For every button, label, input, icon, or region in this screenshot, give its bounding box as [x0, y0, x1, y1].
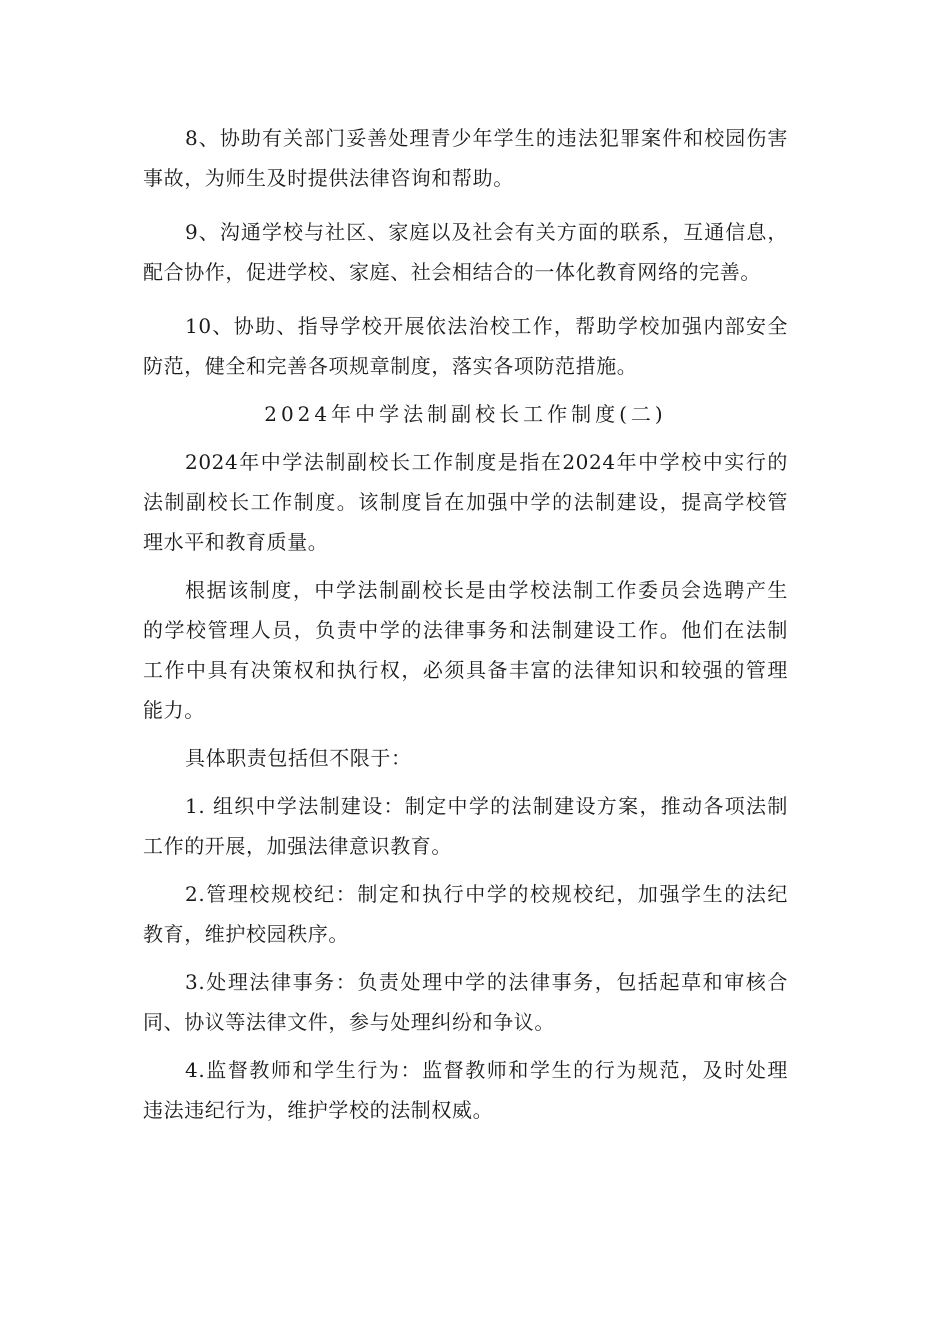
- paragraph-duties-lead: 具体职责包括但不限于：: [185, 746, 412, 770]
- duty-item-4: 4.监督教师和学生行为：监督教师和学生的行为规范，及时处理 违法违纪行为，维护学校的法制权威。: [143, 1058, 802, 1122]
- paragraph-item-8: 8、协助有关部门妥善处理青少年学生的违法犯罪案件和校园伤害 事故，为师生及时提供法律咨询和帮助。: [143, 126, 802, 190]
- paragraph-item-9: 9、沟通学校与社区、家庭以及社会有关方面的联系，互通信息， 配合协作，促进学校、家庭、社会相结合的一体化教育网络的完善。: [143, 220, 802, 284]
- duty-item-2: 2.管理校规校纪：制定和执行中学的校规校纪，加强学生的法纪 教育，维护校园秩序。: [143, 882, 802, 946]
- paragraph-definition: 根据该制度，中学法制副校长是由学校法制工作委员会选聘产生 的学校管理人员，负责中学的法律事务和法制建设工作。他们在法制 工作中具有决策权和执行权，必须具备丰富的法律知识和较强的管理 能力。: [143, 578, 802, 722]
- section-heading: 2024年中学法制副校长工作制度(二): [264, 402, 667, 426]
- paragraph-intro: 2024年中学法制副校长工作制度是指在2024年中学校中实行的 法制副校长工作制度。该制度旨在加强中学的法制建设，提高学校管 理水平和教育质量。: [143, 450, 802, 554]
- paragraph-item-10: 10、协助、指导学校开展依法治校工作，帮助学校加强内部安全 防范，健全和完善各项规章制度，落实各项防范措施。: [143, 314, 802, 378]
- duty-item-3: 3.处理法律事务：负责处理中学的法律事务，包括起草和审核合 同、协议等法律文件，参与处理纠纷和争议。: [143, 970, 802, 1034]
- duty-item-1: 1. 组织中学法制建设：制定中学的法制建设方案，推动各项法制 工作的开展，加强法律意识教育。: [143, 794, 802, 858]
- document-page: [143, 118, 802, 1138]
